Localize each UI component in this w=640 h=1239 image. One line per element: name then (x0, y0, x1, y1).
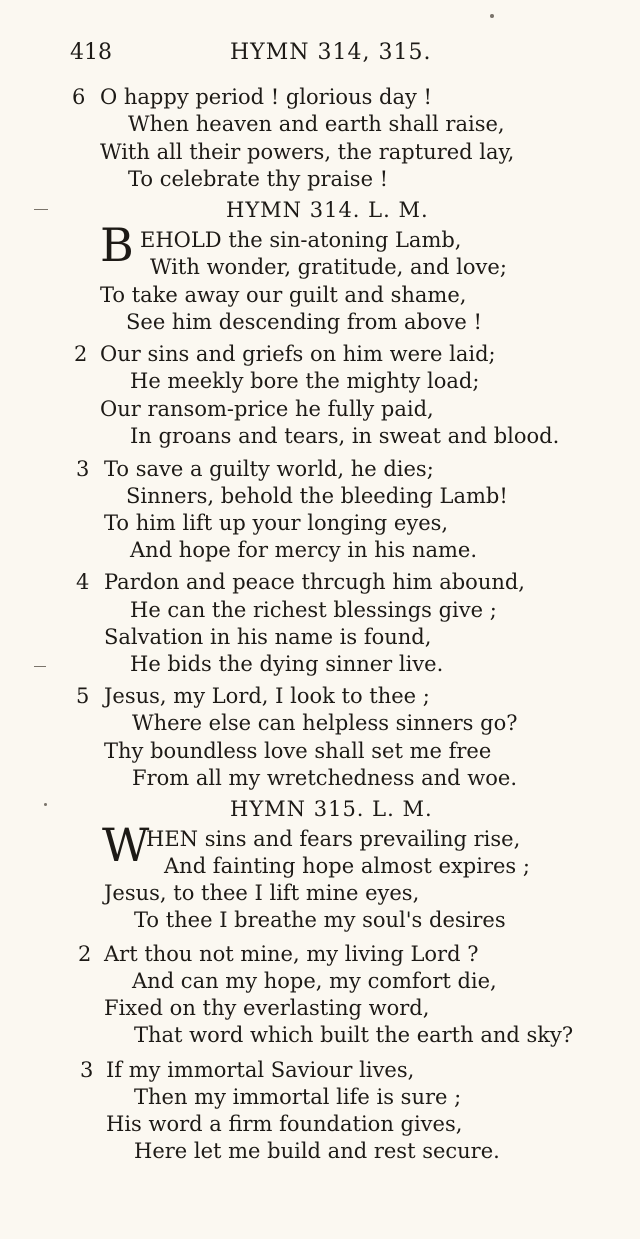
verse-line: To thee I breathe my soul's desires (134, 908, 506, 932)
verse-line: If my immortal Saviour lives, (106, 1058, 415, 1082)
verse-number: 3 (80, 1058, 94, 1082)
drop-cap: W (102, 818, 150, 872)
verse-number: 4 (76, 570, 90, 594)
page-header (70, 40, 540, 74)
verse-line: HEN sins and fears prevailing rise, (146, 827, 521, 851)
verse-line: From all my wretchedness and woe. (132, 766, 518, 790)
verse-line: Then my immortal life is sure ; (134, 1085, 462, 1109)
verse-line: To him lift up your longing eyes, (104, 511, 449, 535)
verse-number: 6 (72, 85, 86, 109)
verse-line: Jesus, my Lord, I look to thee ; (104, 684, 430, 708)
verse-number: 2 (74, 342, 88, 366)
verse-line: Pardon and peace thrcugh him abound, (104, 570, 525, 594)
hymn-heading: HYMN 315. L. M. (230, 797, 433, 821)
verse-line: His word a firm foundation gives, (106, 1112, 463, 1136)
verse-line: In groans and tears, in sweat and blood. (130, 424, 560, 448)
verse-line: And can my hope, my comfort die, (132, 969, 497, 993)
verse-line: And hope for mercy in his name. (130, 538, 478, 562)
drop-cap: B (100, 218, 134, 272)
running-title: HYMN 314, 315. (230, 40, 432, 65)
verse-line: Salvation in his name is found, (104, 625, 432, 649)
verse-line: With all their powers, the raptured lay, (100, 140, 515, 164)
verse-line: That word which built the earth and sky? (134, 1023, 574, 1047)
verse-line: Here let me build and rest secure. (134, 1139, 500, 1163)
margin-mark (34, 209, 48, 210)
verse-line: To save a guilty world, he dies; (104, 457, 434, 481)
verse-number: 2 (78, 942, 92, 966)
verse-number: 3 (76, 457, 90, 481)
verse-line: He can the richest blessings give ; (130, 598, 497, 622)
verse-line: See him descending from above ! (126, 310, 482, 334)
verse-line: Art thou not mine, my living Lord ? (104, 942, 479, 966)
margin-mark (34, 666, 46, 667)
verse-line: Fixed on thy everlasting word, (104, 996, 430, 1020)
verse-line: And fainting hope almost expires ; (164, 854, 530, 878)
verse-line: Our ransom-price he fully paid, (100, 397, 434, 421)
ink-speck (490, 14, 494, 18)
verse-line: Where else can helpless sinners go? (132, 711, 518, 735)
verse-number: 5 (76, 684, 90, 708)
hymn-heading: HYMN 314. L. M. (226, 198, 429, 222)
verse-line: EHOLD the sin-atoning Lamb, (140, 228, 462, 252)
verse-line: He bids the dying sinner live. (130, 652, 444, 676)
verse-line: He meekly bore the mighty load; (130, 369, 480, 393)
verse-line: Thy boundless love shall set me free (104, 739, 492, 763)
verse-line: Jesus, to thee I lift mine eyes, (104, 881, 420, 905)
verse-line: To take away our guilt and shame, (100, 283, 467, 307)
verse-line: With wonder, gratitude, and love; (150, 255, 507, 279)
verse-line: O happy period ! glorious day ! (100, 85, 432, 109)
margin-mark (44, 803, 47, 806)
page-number: 418 (70, 40, 112, 65)
verse-line: Our sins and griefs on him were laid; (100, 342, 496, 366)
verse-line: To celebrate thy praise ! (128, 167, 389, 191)
verse-line: Sinners, behold the bleeding Lamb! (126, 484, 508, 508)
verse-line: When heaven and earth shall raise, (128, 112, 505, 136)
